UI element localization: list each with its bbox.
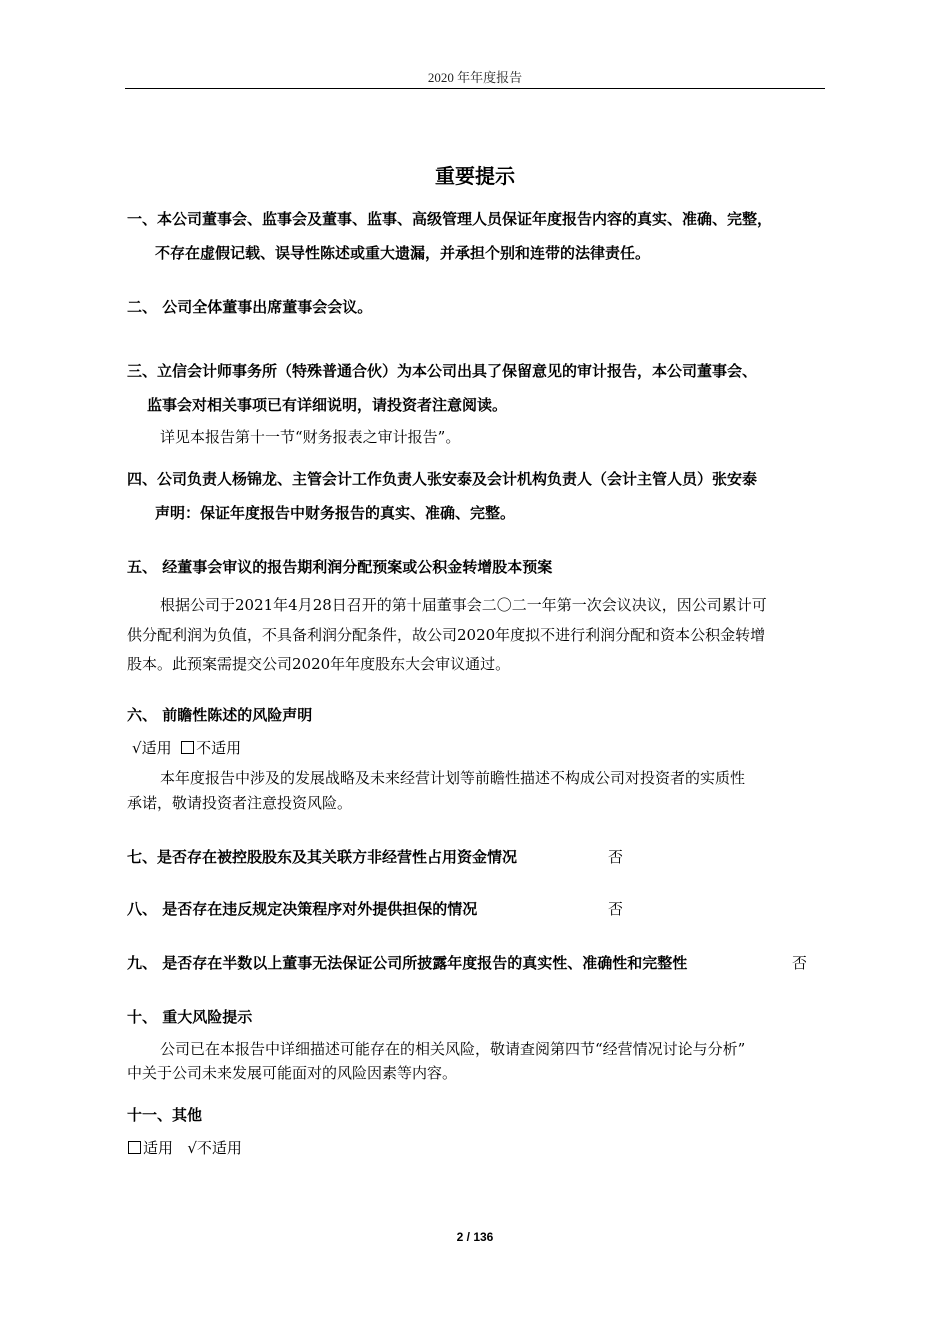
s5-p3: 股本。此预案需提交公司2020年年度股东大会审议通过。 xyxy=(127,655,511,673)
page-title: 重要提示 xyxy=(435,164,515,188)
checkbox-empty-icon xyxy=(181,741,194,754)
s5-heading: 五、 经董事会审议的报告期利润分配预案或公积金转增股本预案 xyxy=(127,558,553,576)
s9-answer: 否 xyxy=(792,954,808,972)
s8-answer: 否 xyxy=(608,900,624,918)
page-number: 2 / 136 xyxy=(456,1230,494,1244)
not-applicable-label: 不适用 xyxy=(196,1139,242,1157)
s6-options xyxy=(132,737,241,758)
s3-line1: 三、立信会计师事务所（特殊普通合伙）为本公司出具了保留意见的审计报告，本公司董事会、 xyxy=(127,362,758,380)
header-rule xyxy=(125,88,825,89)
s5-p2: 供分配利润为负值，不具备利润分配条件，故公司2020年度拟不进行利润分配和资本公积金转增 xyxy=(127,626,766,644)
s5-p1: 根据公司于2021年4月28日召开的第十届董事会二〇二一年第一次会议决议，因公司累计可 xyxy=(160,596,767,614)
s7-answer: 否 xyxy=(608,848,624,866)
not-applicable-label: 不适用 xyxy=(196,739,242,757)
s6-p1: 本年度报告中涉及的发展战略及未来经营计划等前瞻性描述不构成公司对投资者的实质性 xyxy=(160,769,746,787)
s8-heading: 八、 是否存在违反规定决策程序对外提供担保的情况 xyxy=(127,900,478,918)
page-header: 2020 年年度报告 xyxy=(427,70,523,85)
s11-heading: 十一、其他 xyxy=(127,1106,203,1124)
s1-line2: 不存在虚假记载、误导性陈述或重大遗漏，并承担个别和连带的法律责任。 xyxy=(155,244,651,262)
s4-line1: 四、公司负责人杨锦龙、主管会计工作负责人张安泰及会计机构负责人（会计主管人员）张安泰 xyxy=(127,470,758,488)
s11-options xyxy=(128,1137,242,1158)
s2-line1: 二、 公司全体董事出席董事会会议。 xyxy=(127,298,373,316)
s9-heading: 九、 是否存在半数以上董事无法保证公司所披露年度报告的真实性、准确性和完整性 xyxy=(127,954,688,972)
s6-heading: 六、 前瞻性陈述的风险声明 xyxy=(127,706,313,724)
s7-heading: 七、是否存在被控股股东及其关联方非经营性占用资金情况 xyxy=(127,848,518,866)
applicable-label: 适用 xyxy=(141,739,172,757)
check-icon: √ xyxy=(187,1139,197,1157)
s6-p2: 承诺，敬请投资者注意投资风险。 xyxy=(127,794,353,812)
s10-heading: 十、 重大风险提示 xyxy=(127,1008,253,1026)
s4-line2: 声明：保证年度报告中财务报告的真实、准确、完整。 xyxy=(155,504,516,522)
s1-line1: 一、本公司董事会、监事会及董事、监事、高级管理人员保证年度报告内容的真实、准确、完整， xyxy=(127,210,773,228)
s10-p2: 中关于公司未来发展可能面对的风险因素等内容。 xyxy=(127,1064,458,1082)
s3-line2: 监事会对相关事项已有详细说明，请投资者注意阅读。 xyxy=(147,396,508,414)
s3-note: 详见本报告第十一节“财务报表之审计报告”。 xyxy=(160,428,461,446)
check-icon: √ xyxy=(132,739,142,757)
checkbox-empty-icon xyxy=(128,1141,141,1154)
applicable-label: 适用 xyxy=(143,1139,174,1157)
s10-p1: 公司已在本报告中详细描述可能存在的相关风险，敬请查阅第四节“经营情况讨论与分析” xyxy=(160,1040,746,1058)
